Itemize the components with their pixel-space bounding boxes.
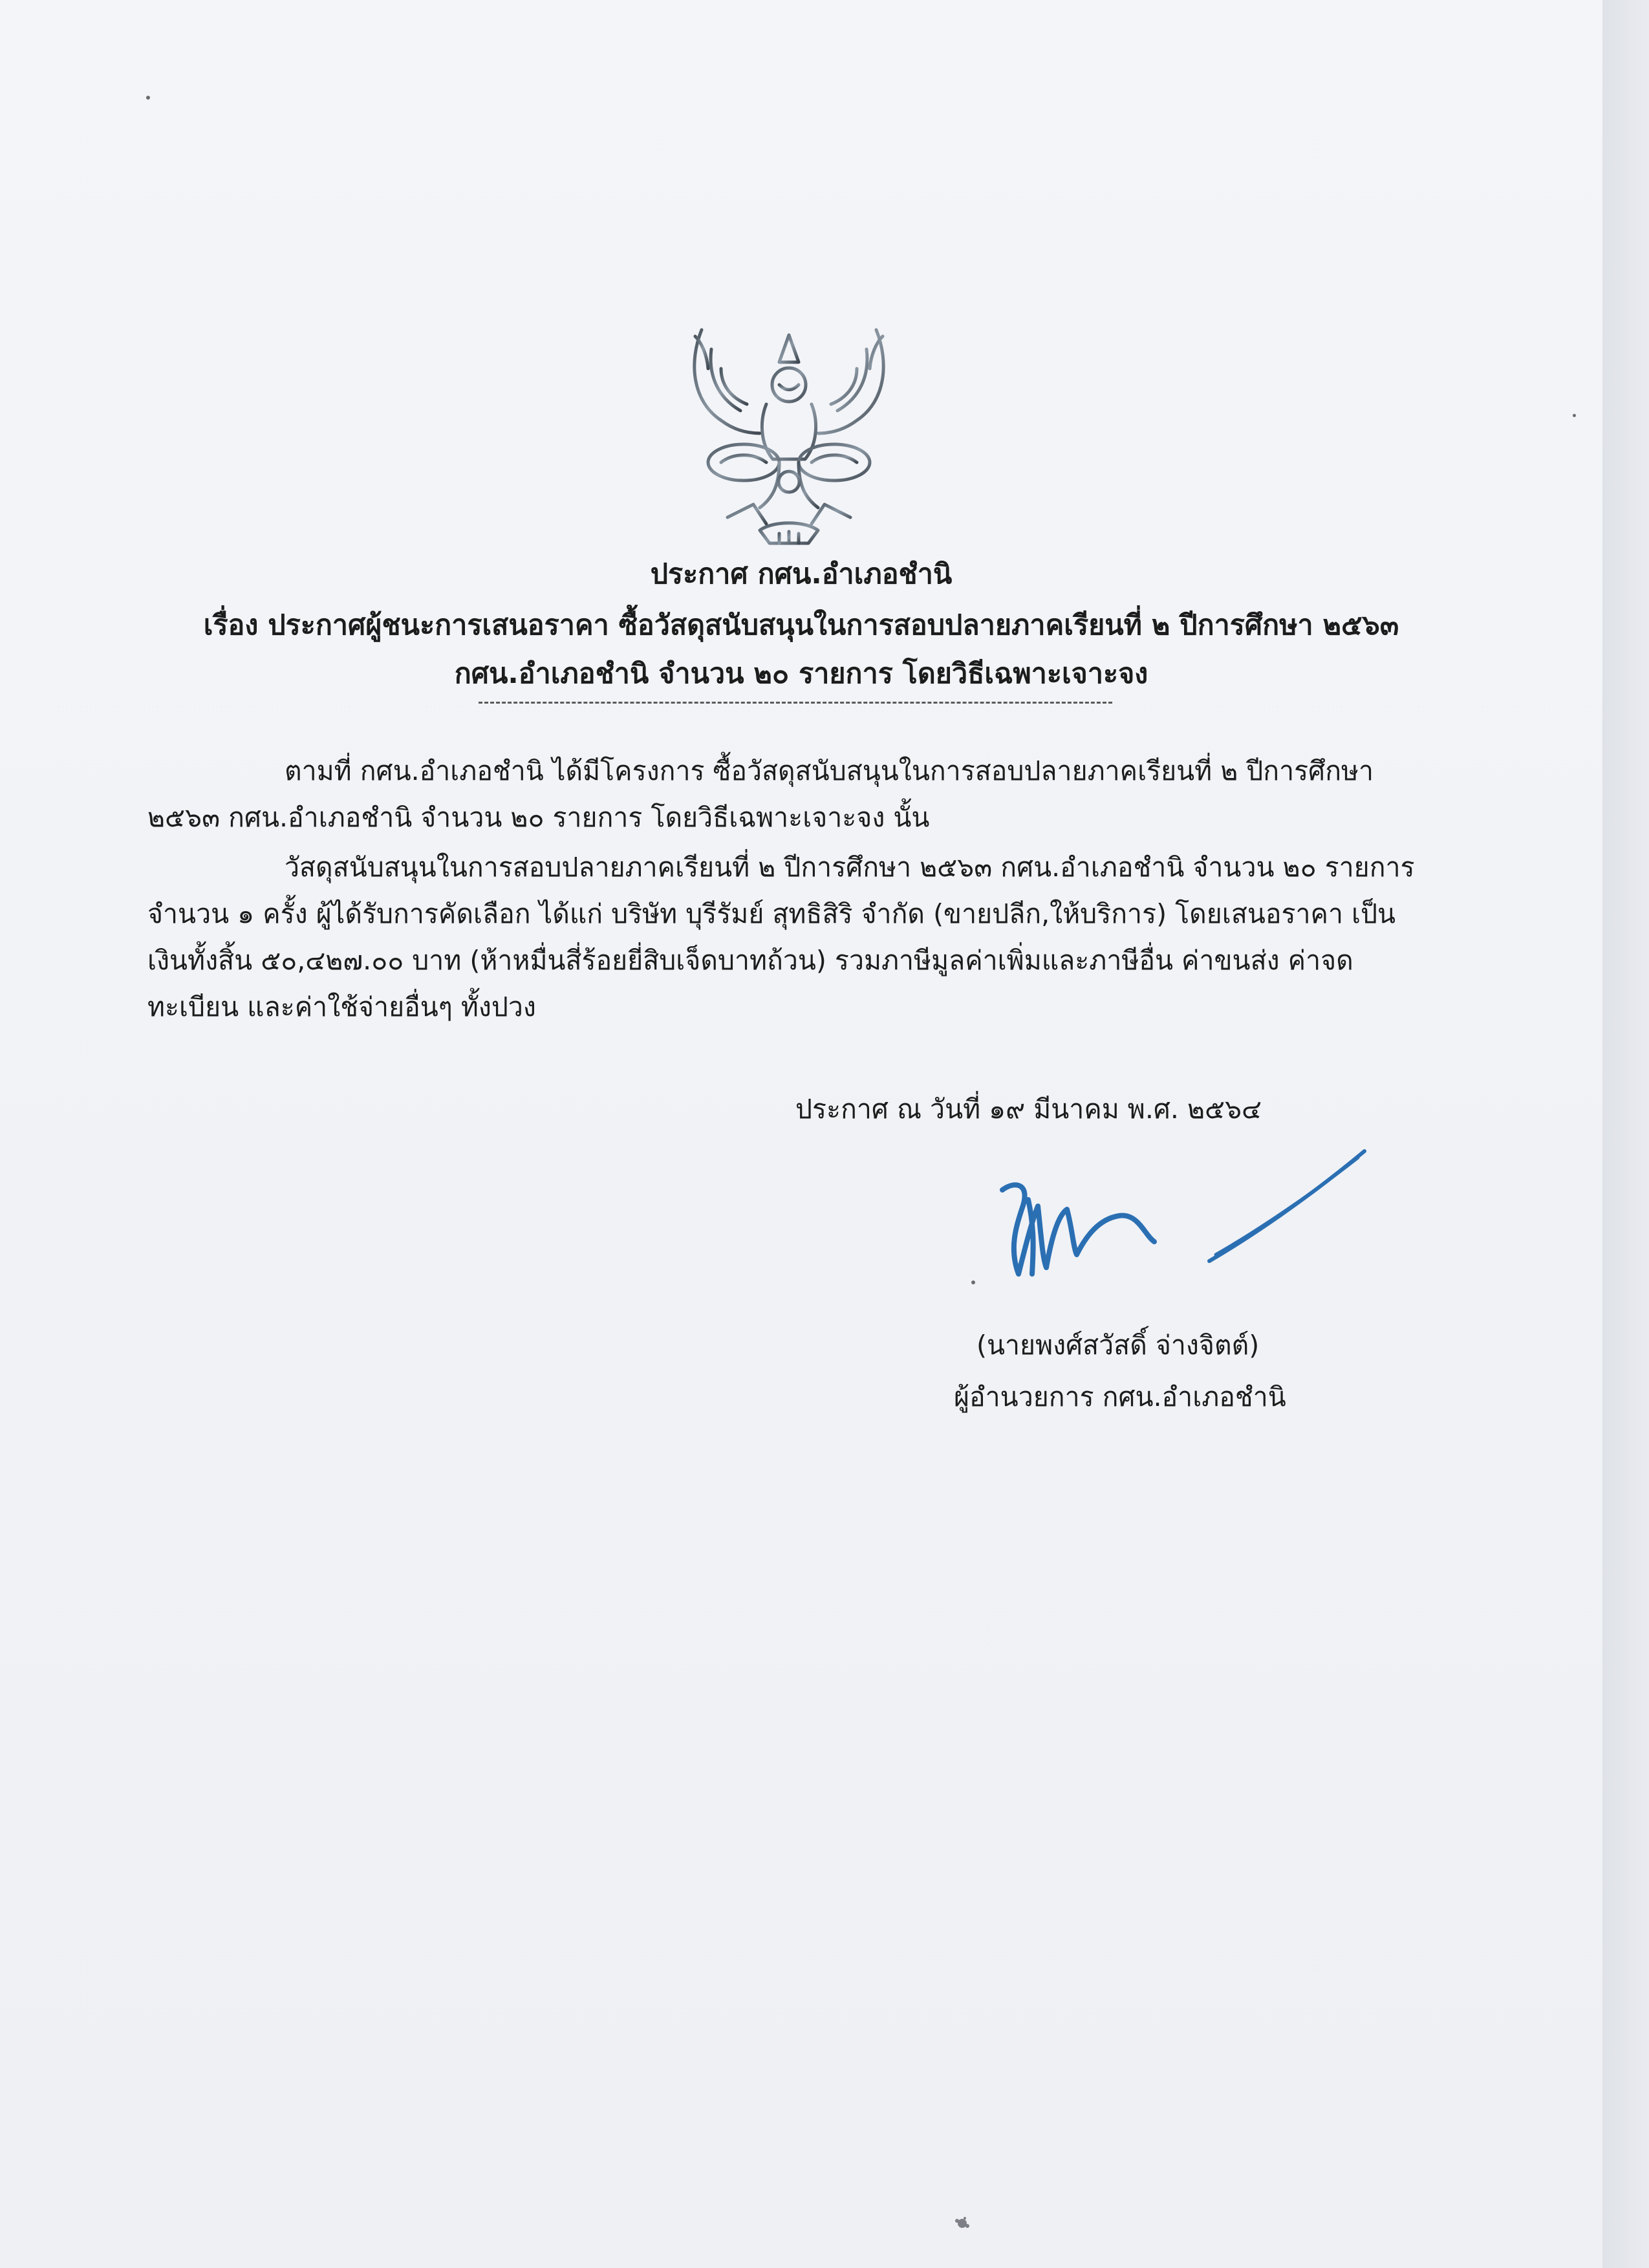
- separator-line: [479, 702, 1112, 704]
- hole-mark-icon: [951, 2212, 974, 2235]
- signature-icon: [970, 1145, 1371, 1300]
- announcement-subject-line2: กศน.อำเภอชำนิ จำนวน ๒๐ รายการ โดยวิธีเฉพาะเจาะจง: [454, 658, 1148, 690]
- announcement-subject: เรื่อง ประกาศผู้ชนะการเสนอราคา ซื้อวัสดุสนับสนุนในการสอบปลายภาคเรียนที่ ๒ ปีการศึกษา ๒๕๖๓: [203, 609, 1399, 642]
- garuda-emblem-icon: [682, 323, 896, 546]
- scan-speck: [146, 96, 150, 100]
- signer-position: ผู้อำนวยการ กศน.อำเภอชำนิ: [954, 1381, 1286, 1412]
- body-paragraph-2: วัสดุสนับสนุนในการสอบปลายภาคเรียนที่ ๒ ปีการศึกษา ๒๕๖๓ กศน.อำเภอชำนิ จำนวน ๒๐ รายการ จำนวน ๑ ครั้ง ผู้ได้รับการคัดเลือก ได้แก่ บริษัท บุรีรัมย์ สุทธิสิริ จำกัด (ขายปลีก,ให้บริการ) โดยเสนอราคา เป็นเงินทั้งสิ้น ๕๐,๔๒๗.๐๐ บาท (ห้าหมื่นสี่ร้อยยี่สิบเจ็ดบาทถ้วน) รวมภาษีมูลค่าเพิ่มและภาษีอื่น ค่าขนส่ง ค่าจดทะเบียน และค่าใช้จ่ายอื่นๆ ทั้งปวง: [147, 852, 1415, 1022]
- signer-name: (นายพงศ์สวัสดิ์ จ่างจิตต์): [976, 1330, 1260, 1361]
- page-edge: [1602, 0, 1649, 2268]
- announcement-date: ประกาศ ณ วันที่ ๑๙ มีนาคม พ.ศ. ๒๕๖๔: [795, 1094, 1262, 1125]
- announcement-title: ประกาศ กศน.อำเภอชำนิ: [650, 558, 953, 590]
- body-paragraph-1: ตามที่ กศน.อำเภอชำนิ ได้มีโครงการ ซื้อวัสดุสนับสนุนในการสอบปลายภาคเรียนที่ ๒ ปีการศึกษา ๒๕๖๓ กศน.อำเภอชำนิ จำนวน ๒๐ รายการ โดยวิธีเฉพาะเจาะจง นั้น: [147, 755, 1374, 833]
- scan-speck: [1573, 414, 1576, 417]
